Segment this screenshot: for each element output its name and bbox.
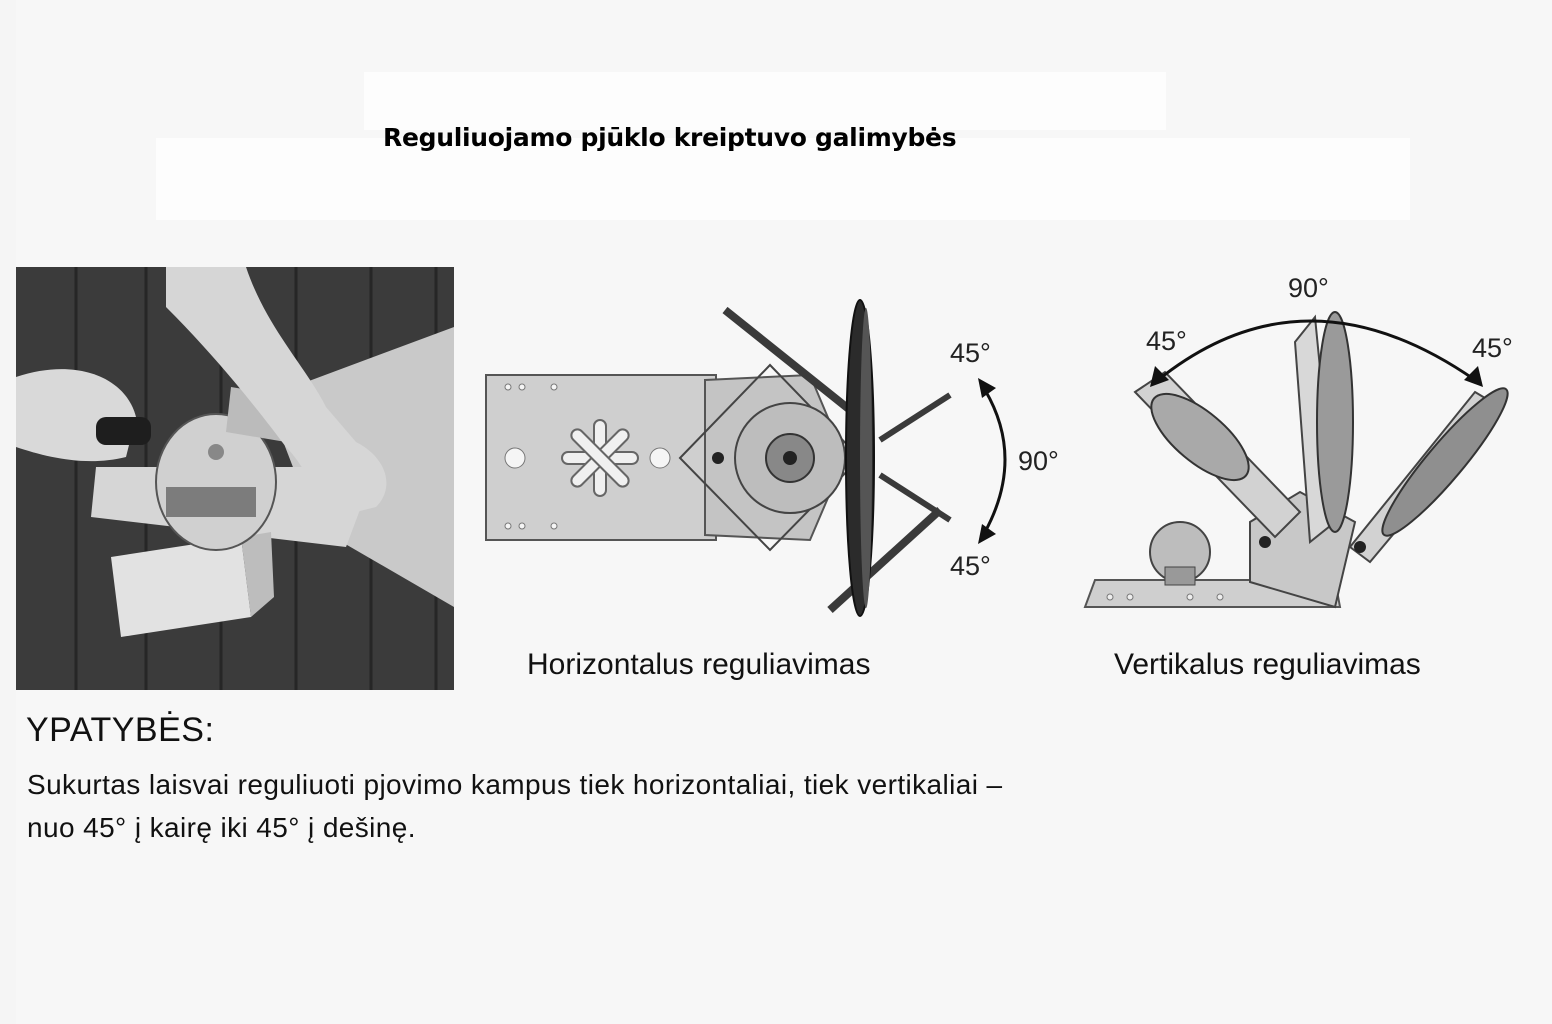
- features-line-2: nuo 45° į kairę iki 45° į dešinę.: [27, 812, 416, 843]
- vertical-caption: Vertikalus reguliavimas: [1114, 648, 1421, 681]
- features-line-1: Sukurtas laisvai reguliuoti pjovimo kampus tiek horizontaliai, tiek vertikaliai –: [27, 769, 1003, 800]
- features-text: [27, 763, 1227, 849]
- angle-right-label: 45°: [1472, 333, 1513, 363]
- angle-bottom-label: 45°: [950, 551, 991, 581]
- angle-left-label: 45°: [1146, 326, 1187, 356]
- title-band-upper: [364, 72, 1166, 130]
- angle-top-label: 45°: [950, 338, 991, 368]
- angle-middle-label: 90°: [1018, 446, 1059, 476]
- page-title: Reguliuojamo pjūklo kreiptuvo galimybės: [383, 123, 957, 152]
- horizontal-caption: Horizontalus reguliavimas: [527, 648, 871, 681]
- angle-top-label: 90°: [1288, 273, 1329, 303]
- usage-photo: [16, 267, 454, 690]
- horizontal-adjustment-figure: [470, 270, 1070, 630]
- vertical-adjustment-figure: [1070, 262, 1540, 632]
- features-heading: YPATYBĖS:: [26, 711, 215, 749]
